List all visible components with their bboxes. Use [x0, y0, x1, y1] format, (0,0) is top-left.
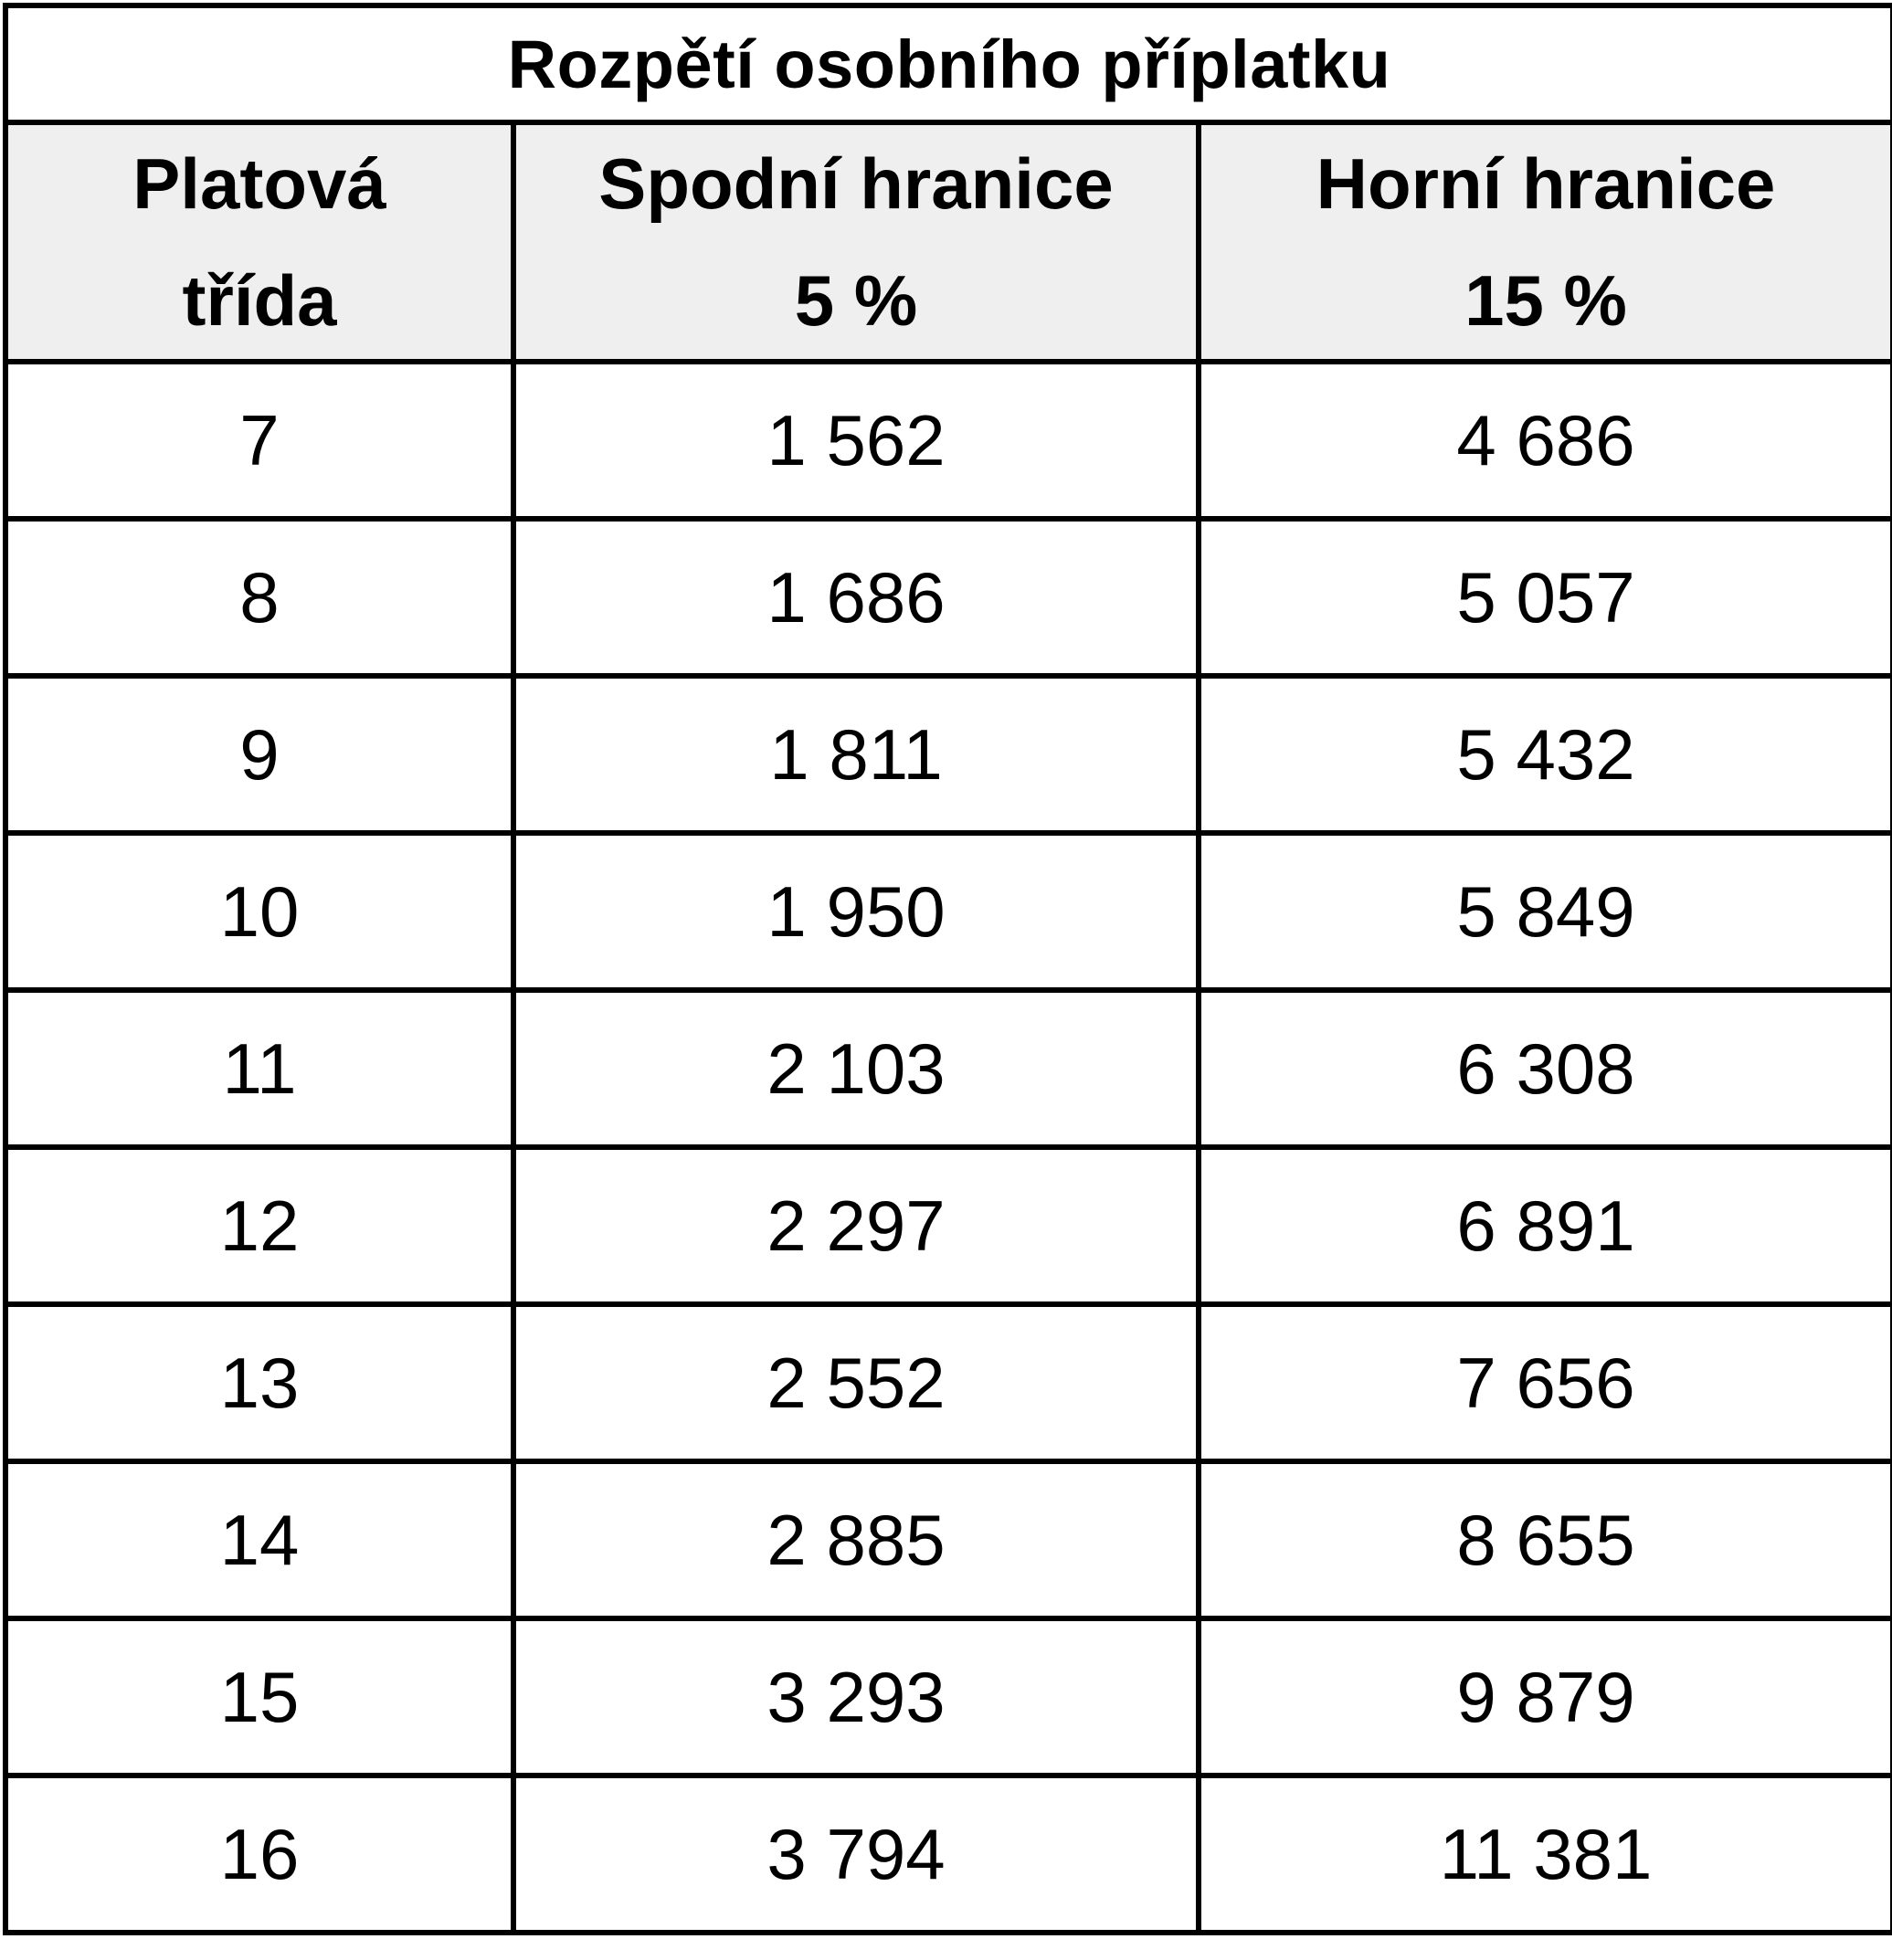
- table-row: [5, 362, 1892, 519]
- lower-limit-cell: 1 686: [513, 519, 1199, 676]
- table-title: Rozpětí osobního příplatku: [5, 5, 1892, 122]
- header-upper-limit-line2: 15 %: [1464, 260, 1627, 341]
- upper-limit-cell: 5 432: [1199, 676, 1892, 833]
- lower-limit-cell: 3 794: [513, 1776, 1199, 1933]
- lower-limit-cell: 2 885: [513, 1461, 1199, 1618]
- table-row: [5, 1461, 1892, 1618]
- upper-limit-cell: 11 381: [1199, 1776, 1892, 1933]
- table-row: [5, 1147, 1892, 1304]
- table-row: [5, 1618, 1892, 1776]
- header-lower-limit-line1: Spodní hranice: [598, 143, 1114, 224]
- header-upper-limit-line1: Horní hranice: [1316, 143, 1776, 224]
- lower-limit-cell: 1 811: [513, 676, 1199, 833]
- upper-limit-cell: 9 879: [1199, 1618, 1892, 1776]
- pay-grade-cell: 8: [5, 519, 513, 676]
- lower-limit-cell: 1 950: [513, 833, 1199, 990]
- header-pay-grade-line2: třída: [182, 260, 337, 341]
- lower-limit-cell: 1 562: [513, 362, 1199, 519]
- table-row: [5, 833, 1892, 990]
- lower-limit-cell: 2 297: [513, 1147, 1199, 1304]
- upper-limit-cell: 8 655: [1199, 1461, 1892, 1618]
- header-pay-grade: [5, 122, 513, 362]
- pay-grade-cell: 16: [5, 1776, 513, 1933]
- pay-grade-cell: 13: [5, 1304, 513, 1461]
- upper-limit-cell: 6 891: [1199, 1147, 1892, 1304]
- table-row: [5, 990, 1892, 1147]
- upper-limit-cell: 5 057: [1199, 519, 1892, 676]
- table-row: [5, 1776, 1892, 1933]
- header-lower-limit: [513, 122, 1199, 362]
- pay-grade-cell: 11: [5, 990, 513, 1147]
- lower-limit-cell: 2 552: [513, 1304, 1199, 1461]
- upper-limit-cell: 6 308: [1199, 990, 1892, 1147]
- table-row: [5, 519, 1892, 676]
- header-row: [5, 122, 1892, 362]
- lower-limit-cell: 2 103: [513, 990, 1199, 1147]
- pay-grade-cell: 9: [5, 676, 513, 833]
- table-row: [5, 676, 1892, 833]
- header-lower-limit-line2: 5 %: [794, 260, 918, 341]
- pay-grade-cell: 12: [5, 1147, 513, 1304]
- upper-limit-cell: 7 656: [1199, 1304, 1892, 1461]
- title-row: [5, 5, 1892, 122]
- pay-grade-cell: 15: [5, 1618, 513, 1776]
- header-pay-grade-line1: Platová: [132, 143, 386, 224]
- upper-limit-cell: 4 686: [1199, 362, 1892, 519]
- table-row: [5, 1304, 1892, 1461]
- pay-grade-cell: 7: [5, 362, 513, 519]
- salary-supplement-table: [3, 3, 1892, 1935]
- upper-limit-cell: 5 849: [1199, 833, 1892, 990]
- lower-limit-cell: 3 293: [513, 1618, 1199, 1776]
- header-upper-limit: [1199, 122, 1892, 362]
- pay-grade-cell: 14: [5, 1461, 513, 1618]
- pay-grade-cell: 10: [5, 833, 513, 990]
